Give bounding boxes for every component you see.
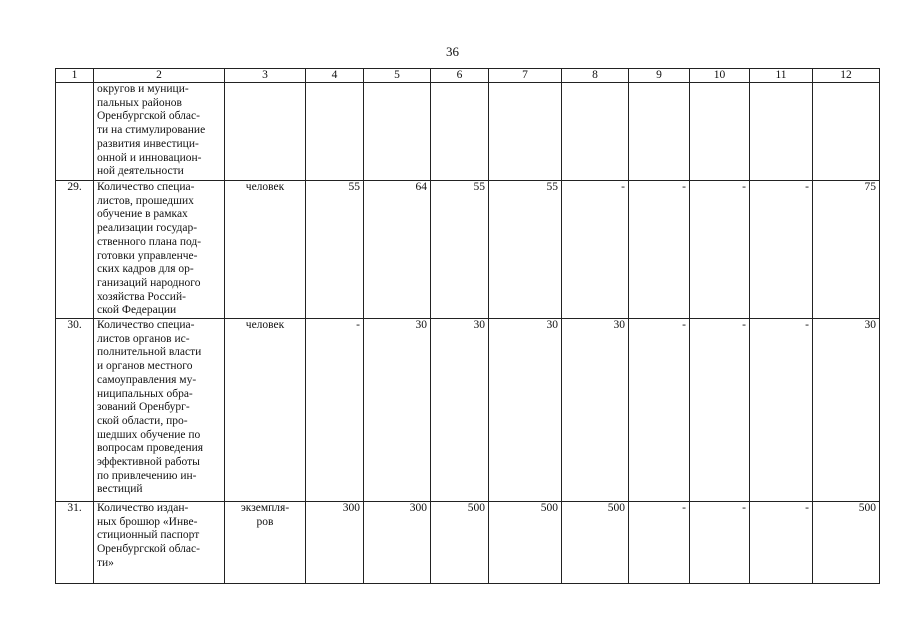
- value-cell: -: [306, 319, 364, 502]
- row-number: 30.: [56, 319, 94, 502]
- value-cell: -: [690, 502, 750, 584]
- column-header: 3: [225, 69, 306, 83]
- value-cell: 55: [306, 181, 364, 319]
- value-cell: [364, 83, 431, 181]
- table-row: [56, 319, 880, 502]
- value-cell: -: [629, 319, 690, 502]
- value-cell: [489, 83, 562, 181]
- indicator-name: округов и муници- пальных районов Оренбургской облас- ти на стимулирование развития инвестици- онной и инновацион- ной деятельности: [94, 83, 225, 181]
- table-row: [56, 83, 880, 181]
- column-header: 1: [56, 69, 94, 83]
- value-cell: 500: [431, 502, 489, 584]
- header-row: [56, 69, 880, 83]
- value-cell: -: [690, 181, 750, 319]
- column-header: 7: [489, 69, 562, 83]
- row-number: [56, 83, 94, 181]
- table-row: [56, 181, 880, 319]
- row-number: 31.: [56, 502, 94, 584]
- value-cell: 500: [562, 502, 629, 584]
- value-cell: -: [690, 319, 750, 502]
- value-cell: [629, 83, 690, 181]
- value-cell: [690, 83, 750, 181]
- value-cell: -: [750, 502, 813, 584]
- value-cell: 500: [813, 502, 880, 584]
- unit-cell: [225, 83, 306, 181]
- value-cell: 300: [306, 502, 364, 584]
- value-cell: -: [562, 181, 629, 319]
- indicators-table: [55, 68, 880, 584]
- value-cell: 30: [431, 319, 489, 502]
- value-cell: -: [629, 502, 690, 584]
- value-cell: -: [629, 181, 690, 319]
- column-header: 10: [690, 69, 750, 83]
- unit-cell: экземпля- ров: [225, 502, 306, 584]
- unit-cell: человек: [225, 319, 306, 502]
- indicator-name: Количество специа- листов, прошедших обучение в рамках реализации государ- ственного плана под- готовки управленче- ских кадров для ор- ганизаций народного хозяйства Россий- ской Федерации: [94, 181, 225, 319]
- table-row: [56, 502, 880, 584]
- value-cell: -: [750, 319, 813, 502]
- column-header: 6: [431, 69, 489, 83]
- column-header: 12: [813, 69, 880, 83]
- value-cell: 30: [489, 319, 562, 502]
- indicator-name: Количество специа- листов органов ис- полнительной власти и органов местного самоуправления му- ниципальных обра- зований Оренбург- ской области, про- шедших обучение по вопросам проведения эффективной работы по привлечению ин- вестиций: [94, 319, 225, 502]
- value-cell: 75: [813, 181, 880, 319]
- value-cell: 55: [489, 181, 562, 319]
- row-number: 29.: [56, 181, 94, 319]
- value-cell: [750, 83, 813, 181]
- unit-cell: человек: [225, 181, 306, 319]
- value-cell: 30: [813, 319, 880, 502]
- column-header: 5: [364, 69, 431, 83]
- value-cell: -: [750, 181, 813, 319]
- column-header: 4: [306, 69, 364, 83]
- value-cell: [431, 83, 489, 181]
- value-cell: 300: [364, 502, 431, 584]
- value-cell: [562, 83, 629, 181]
- indicator-name: Количество издан- ных брошюр «Инве- стиционный паспорт Оренбургской облас- ти»: [94, 502, 225, 584]
- value-cell: 500: [489, 502, 562, 584]
- value-cell: [306, 83, 364, 181]
- value-cell: 30: [364, 319, 431, 502]
- page-number: 36: [446, 44, 459, 59]
- value-cell: 55: [431, 181, 489, 319]
- column-header: 11: [750, 69, 813, 83]
- column-header: 9: [629, 69, 690, 83]
- value-cell: 30: [562, 319, 629, 502]
- value-cell: [813, 83, 880, 181]
- value-cell: 64: [364, 181, 431, 319]
- column-header: 8: [562, 69, 629, 83]
- column-header: 2: [94, 69, 225, 83]
